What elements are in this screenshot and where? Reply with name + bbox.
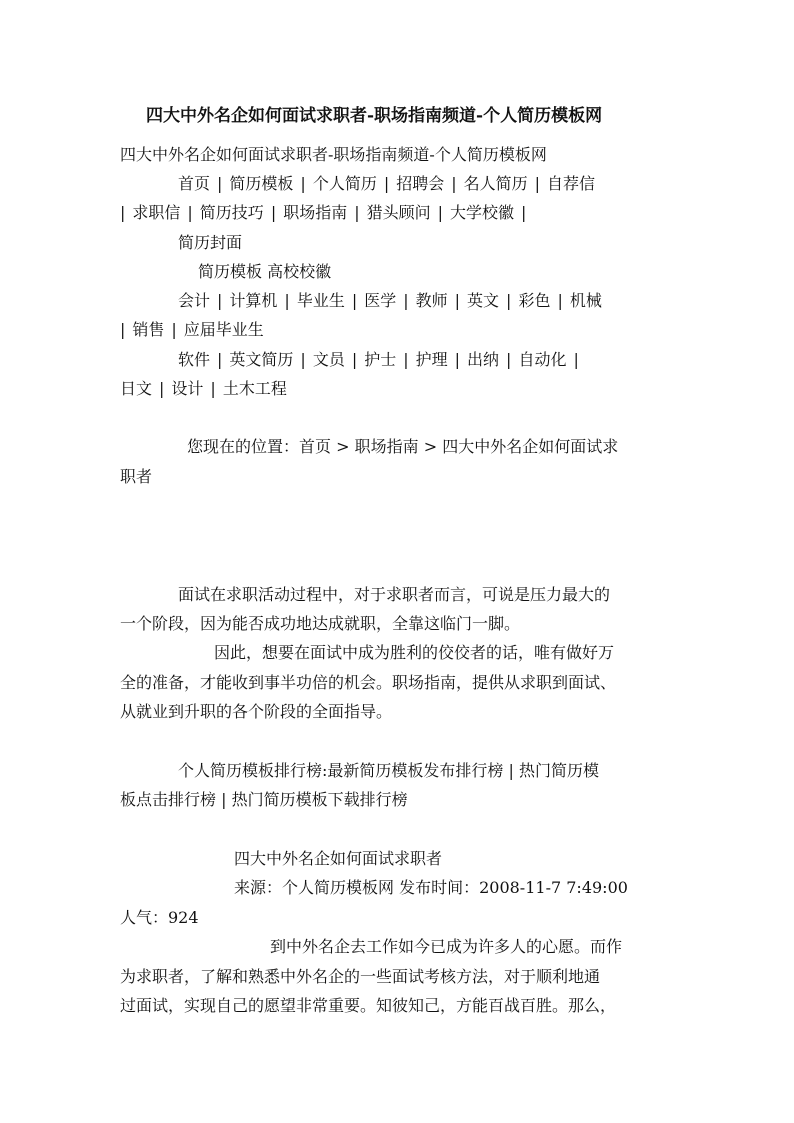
nav-link-resume-tips[interactable]: 简历技巧 [199, 203, 264, 222]
nav-row-4[interactable]: 简历模板 高校校徽 [198, 262, 332, 281]
nav-link-personal-resume[interactable]: 个人简历 [312, 174, 377, 193]
breadcrumb-prefix: 您现在的位置： [187, 437, 300, 456]
nav-link-nursing[interactable]: 护理 [415, 350, 448, 369]
nav-link-design[interactable]: 设计 [171, 379, 204, 398]
nav-link-home[interactable]: 首页 [178, 174, 211, 193]
nav-link-japanese[interactable]: 日文 [120, 379, 153, 398]
nav-link-machinery[interactable]: 机械 [569, 291, 602, 310]
ranking-links[interactable]: 个人简历模板排行榜:最新简历模板发布排行榜 | 热门简历模 [178, 761, 599, 780]
nav-link-resume-templates[interactable]: 简历模板 [229, 174, 294, 193]
nav-link-sales[interactable]: 销售 [132, 320, 165, 339]
nav-link-nurse[interactable]: 护士 [364, 350, 397, 369]
nav-link-teacher[interactable]: 教师 [415, 291, 448, 310]
nav-link-color[interactable]: 彩色 [518, 291, 551, 310]
nav-link-job-fair[interactable]: 招聘会 [396, 174, 445, 193]
nav-link-automation[interactable]: 自动化 [518, 350, 567, 369]
breadcrumb: 您现在的位置：首页 > 职场指南 > 四大中外名企如何面试求 [187, 437, 619, 456]
article-body-line: 为求职者，了解和熟悉中外名企的一些面试考核方法，对于顺利地通 [120, 967, 601, 986]
article-popularity: 人气：924 [120, 908, 199, 927]
nav-row-6: | 销售 | 应届毕业生 [120, 320, 264, 339]
nav-link-software[interactable]: 软件 [178, 350, 211, 369]
article-body-line: 过面试，实现自己的愿望非常重要。知彼知己，方能百战百胜。那么， [120, 996, 617, 1015]
intro-line: 因此，想要在面试中成为胜利的佼佼者的话，唯有做好万 [214, 643, 615, 662]
nav-link-celebrity-resume[interactable]: 名人简历 [463, 174, 528, 193]
article-title: 四大中外名企如何面试求职者 [234, 849, 443, 868]
article-meta: 来源：个人简历模板网 发布时间：2008-11-7 7:49:00 [234, 878, 628, 897]
breadcrumb-wrap: 职者 [120, 467, 153, 486]
nav-link-clerk[interactable]: 文员 [312, 350, 345, 369]
nav-link-cashier[interactable]: 出纳 [467, 350, 500, 369]
page-title: 四大中外名企如何面试求职者-职场指南频道-个人简历模板网 [146, 106, 603, 126]
nav-link-accounting[interactable]: 会计 [178, 291, 211, 310]
nav-link-university-badge[interactable]: 大学校徽 [450, 203, 515, 222]
nav-link-english-resume[interactable]: 英文简历 [229, 350, 294, 369]
intro-line: 从就业到升职的各个阶段的全面指导。 [120, 702, 393, 721]
nav-row-2: | 求职信 | 简历技巧 | 职场指南 | 猎头顾问 | 大学校徽 | [120, 203, 527, 222]
ranking-links[interactable]: 板点击排行榜 | 热门简历模板下载排行榜 [120, 790, 408, 809]
nav-link-career-guide[interactable]: 职场指南 [283, 203, 348, 222]
nav-link-headhunter[interactable]: 猎头顾问 [366, 203, 431, 222]
nav-link-computer[interactable]: 计算机 [229, 291, 278, 310]
nav-row-5: 会计 | 计算机 | 毕业生 | 医学 | 教师 | 英文 | 彩色 | 机械 [178, 291, 602, 310]
nav-link-self-recommendation[interactable]: 自荐信 [547, 174, 596, 193]
intro-line: 一个阶段，因为能否成功地达成就职，全靠这临门一脚。 [120, 614, 521, 633]
nav-link-job-letter[interactable]: 求职信 [132, 203, 181, 222]
nav-link-graduate[interactable]: 毕业生 [296, 291, 345, 310]
nav-link-medicine[interactable]: 医学 [364, 291, 397, 310]
nav-row-1: 首页 | 简历模板 | 个人简历 | 招聘会 | 名人简历 | 自荐信 [178, 174, 596, 193]
site-title: 四大中外名企如何面试求职者-职场指南频道-个人简历模板网 [120, 145, 547, 164]
nav-link-fresh-graduate[interactable]: 应届毕业生 [183, 320, 264, 339]
nav-link-civil-engineering[interactable]: 土木工程 [222, 379, 287, 398]
breadcrumb-home[interactable]: 首页 [299, 437, 332, 456]
intro-line: 全的准备，才能收到事半功倍的机会。职场指南，提供从求职到面试、 [120, 673, 617, 692]
intro-line: 面试在求职活动过程中，对于求职者而言，可说是压力最大的 [178, 585, 611, 604]
breadcrumb-career-guide[interactable]: 职场指南 [354, 437, 419, 456]
article-body-line: 到中外名企去工作如今已成为许多人的心愿。而作 [270, 937, 623, 956]
nav-link-resume-cover[interactable]: 简历封面 [178, 233, 243, 252]
nav-link-english[interactable]: 英文 [467, 291, 500, 310]
breadcrumb-current: 四大中外名企如何面试求 [442, 437, 619, 456]
nav-row-8: 日文 | 设计 | 土木工程 [120, 379, 287, 398]
nav-row-7: 软件 | 英文简历 | 文员 | 护士 | 护理 | 出纳 | 自动化 | [178, 350, 579, 369]
